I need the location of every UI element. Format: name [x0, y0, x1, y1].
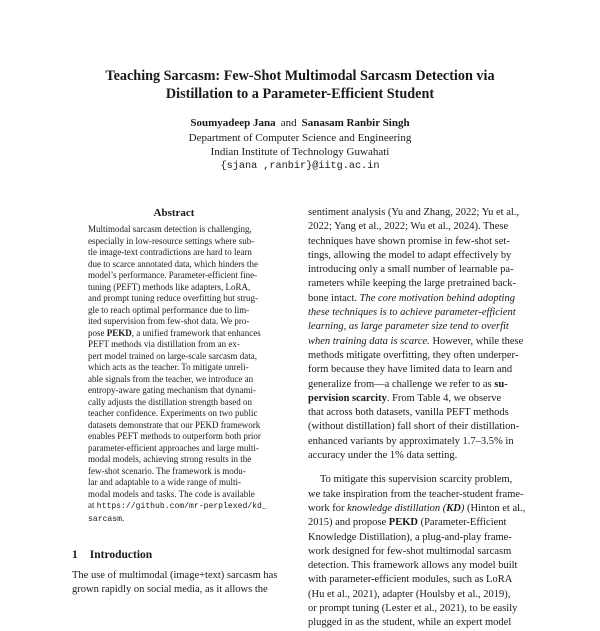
body-line: with parameter-efficient modules, such as LoRA — [308, 574, 513, 586]
bold-term: pervision scarcity — [308, 392, 387, 404]
right-column — [308, 206, 533, 631]
kd-term: KD — [446, 502, 461, 514]
abstract-text: at — [88, 500, 97, 510]
body-line: methods mitigate overfitting, they often underper- — [308, 349, 519, 361]
section-number: 1 — [72, 549, 78, 561]
introduction-body — [72, 569, 297, 598]
body-text: work for — [308, 502, 348, 514]
body-line: techniques have shown promise in few-shot set- — [308, 235, 510, 247]
abstract-line: Multimodal sarcasm detection is challenging, — [88, 224, 252, 234]
abstract-line: which acts as the teacher. To mitigate unreli- — [88, 362, 249, 372]
abstract-line: few-shot scenario. The framework is modu- — [88, 465, 246, 476]
body-line — [308, 502, 533, 516]
author-and: and — [280, 117, 297, 129]
emphasis-text: knowledge distillation ( — [347, 502, 447, 514]
body-line — [308, 292, 533, 306]
abstract-text: . — [122, 512, 125, 523]
body-text: However, while these — [429, 335, 524, 347]
body-line: accuracy under the 1% data setting. — [308, 450, 458, 462]
abstract-line — [88, 500, 276, 513]
body-line: rameters while keeping the large pretrained back- — [308, 278, 516, 290]
emphasis-text: ) — [460, 502, 465, 514]
author-name: Soumyadeep Jana — [190, 117, 276, 129]
abstract-line: modal models and tasks. The code is available — [88, 488, 255, 499]
abstract-line: tle image-text contradictions are hard to learn — [88, 247, 252, 257]
abstract-line: especially in low-resource settings where sub- — [88, 235, 255, 246]
body-line: we take inspiration from the teacher-student frame- — [308, 488, 524, 500]
body-line — [308, 516, 533, 530]
abstract-line: able signals from the teacher, we introduce an — [88, 373, 254, 384]
emphasis-text: learning, as large parameter size tend to overfit — [308, 321, 509, 333]
body-line: 2022; Yang et al., 2022; Wu et al., 2024). These — [308, 221, 509, 233]
abstract-heading: Abstract — [153, 207, 195, 219]
body-text: generalize from—a challenge we refer to as — [308, 378, 495, 390]
author-block — [40, 116, 560, 174]
body-line: plugged in as the student, while an expert model — [308, 617, 512, 629]
body-line: that across both datasets, vanilla PEFT methods — [308, 407, 509, 419]
body-line: or prompt tuning (Lester et al., 2021), to be easily — [308, 603, 518, 615]
body-text: bone intact. — [308, 292, 360, 304]
abstract-line: due to scarce annotated data, which hinders the — [88, 258, 258, 269]
body-text: . From Table 4, we observe — [386, 392, 502, 404]
abstract-line: enables PEFT methods to outperform both prior — [88, 431, 261, 441]
paragraph-gap — [308, 463, 533, 473]
abstract-line: datasets demonstrate that our PEKD framework — [88, 419, 261, 430]
abstract-text: pose — [88, 327, 107, 338]
affiliation-department: Department of Computer Science and Engineering — [188, 131, 412, 144]
bold-term: su- — [494, 378, 508, 390]
body-line: introducing only a small number of learnable pa- — [308, 264, 514, 276]
abstract-body — [88, 224, 276, 525]
code-link-end[interactable]: sarcasm — [88, 514, 122, 524]
title-line: Distillation to a Parameter-Efficient Student — [165, 86, 435, 102]
body-line — [308, 306, 533, 320]
body-line — [308, 392, 533, 406]
body-line: detection. This framework allows any model built — [308, 560, 518, 572]
author-names — [40, 116, 560, 131]
body-line: (without distillation) fall short of their distillation- — [308, 421, 520, 433]
abstract-line: cally adjusts the distillation strength based on — [88, 396, 252, 407]
body-line: enhanced variants by approximately 1.7–3.5% in — [308, 435, 514, 447]
title-line: Teaching Sarcasm: Few-Shot Multimodal Sarcasm Detection via — [105, 68, 495, 84]
body-text: 2015) and propose — [308, 517, 389, 529]
body-line — [308, 335, 533, 349]
abstract-line: PEFT methods via distillation from an ex- — [88, 339, 240, 349]
abstract-line: gle to reach optimal performance due to lim- — [88, 304, 250, 315]
abstract-line: model’s performance. Parameter-efficient fine- — [88, 270, 258, 280]
body-line: work designed for few-shot multimodal sarcasm — [308, 545, 512, 557]
abstract-line — [88, 328, 276, 340]
abstract-text: , a unified framework that enhances — [131, 327, 261, 338]
abstract-line: ited supervision from few-shot data. We pro- — [88, 316, 250, 326]
body-line: tings, allowing the model to adapt effectively by — [308, 249, 512, 261]
abstract-line: and prompt tuning reduce overfitting but strug- — [88, 293, 258, 303]
abstract-line: modal models, achieving strong results in the — [88, 454, 252, 464]
body-line: To mitigate this supervision scarcity problem, — [320, 474, 513, 486]
body-line: sentiment analysis (Yu and Zhang, 2022; Yu et al., — [308, 207, 520, 218]
intro-line: The use of multimodal (image+text) sarcasm has — [72, 570, 278, 581]
emphasis-text: when training data is scarce. — [308, 335, 430, 347]
intro-line: grown rapidly on social media, as it allows the — [72, 584, 268, 596]
abstract-line: tuning (PEFT) methods like adapters, LoRA, — [88, 281, 251, 292]
abstract-line: parameter-efficient approaches and large multi- — [88, 442, 259, 453]
paper-title — [40, 67, 560, 103]
author-email: {sjana ,ranbir}@iitg.ac.in — [220, 160, 380, 172]
abstract-line — [88, 513, 276, 526]
emphasis-text: these techniques is to achieve parameter-efficient — [308, 307, 516, 319]
body-line — [308, 320, 533, 334]
abstract-line: teacher confidence. Experiments on two public — [88, 408, 258, 418]
section-heading-introduction — [72, 549, 152, 561]
abstract-line: lar and adaptable to a wide range of multi- — [88, 477, 241, 487]
body-line: form because they have limited data to learn and — [308, 364, 513, 376]
emphasis-text: The core motivation behind adopting — [359, 292, 515, 304]
citation: (Hinton et al., — [464, 502, 526, 514]
abstract-line: pert model trained on large-scale sarcasm data, — [88, 350, 258, 361]
body-line: Knowledge Distillation), a plug-and-play frame- — [308, 531, 512, 543]
body-text: (Parameter-Efficient — [417, 517, 507, 529]
author-name: Sanasam Ranbir Singh — [301, 117, 410, 129]
body-line — [308, 378, 533, 392]
pekd-term: PEKD — [106, 327, 132, 338]
body-line: (Hu et al., 2021), adapter (Houlsby et al., 2019), — [308, 588, 511, 600]
code-link[interactable]: https://github.com/mr-perplexed/kd_ — [96, 502, 267, 511]
pekd-term: PEKD — [388, 517, 418, 529]
section-title: Introduction — [89, 549, 153, 561]
abstract-line: entropy-aware gating mechanism that dynami- — [88, 385, 256, 395]
affiliation-institute: Indian Institute of Technology Guwahati — [210, 146, 390, 158]
